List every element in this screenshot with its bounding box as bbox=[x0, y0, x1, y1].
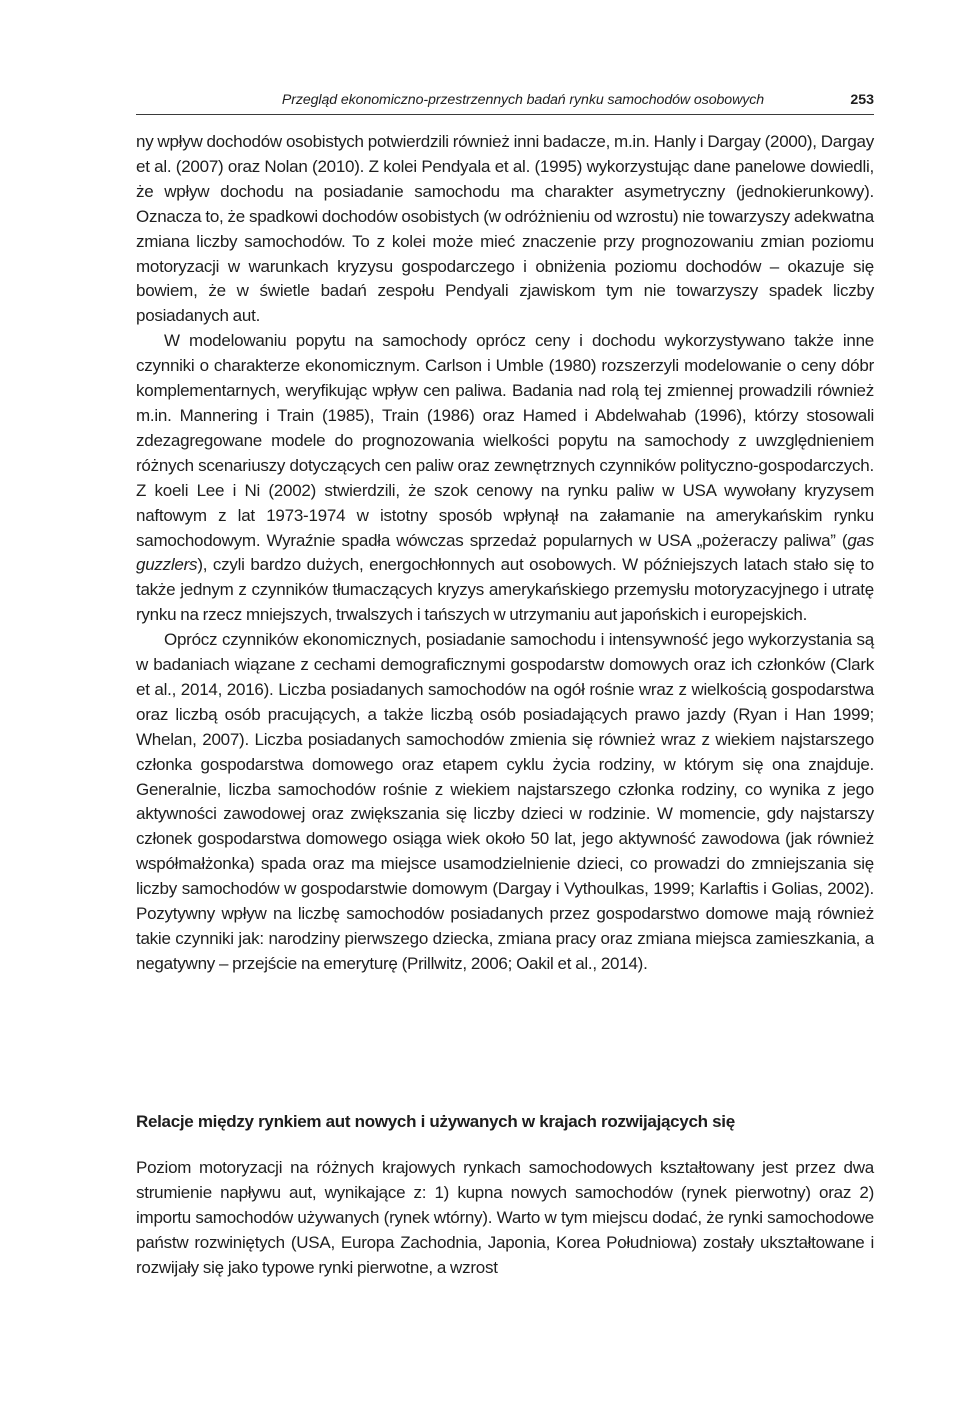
running-header bbox=[136, 90, 874, 115]
section-heading: Relacje między rynkiem aut nowych i używanych w krajach rozwijających się bbox=[136, 1112, 735, 1131]
paragraph-demographics: Oprócz czynników ekonomicznych, posiadanie samochodu i intensywność jego wykorzystania są w badaniach wiązane z cechami demograficznymi gospodarstw domowych oraz ich członków (Clark et al., 2014, 2016). Liczba posiadanych samochodów na ogół rośnie wraz z wielkością gospodarstwa oraz liczbą osób pracujących, a także liczbą osób posiadających prawo jazdy (Ryan i Han 1999; Whelan, 2007). Liczba posiadanych samochodów zmienia się również wraz z wiekiem najstarszego członka gospodarstwa domowego oraz etapem cyklu życia rodziny, w którym się ona znajduje. Generalnie, liczba samochodów rośnie z wiekiem najstarszego członka rodziny, co wynika z jego aktywności zawodowej oraz zwiększania się liczby dzieci w rodzinie. W momencie, gdy najstarszy członek gospodarstwa domowego osiąga wiek około 50 lat, jego aktywność zawodowa (jak również współmałżonka) spada oraz ma miejsce usamodzielnienie dzieci, co prowadzi do zmniejszania się liczby samochodów w gospodarstwie domowym (Dargay i Vythoulkas, 1999; Karlaftis i Golias, 2002). Pozytywny wpływ na liczbę samochodów posiadanych przez gospodarstwo domowe mają również takie czynniki jak: narodziny pierwszego dziecka, zmiana pracy oraz zmiana miejsca zamieszkania, a negatywny – przejście na emeryturę (Prillwitz, 2006; Oakil et al., 2014). bbox=[136, 630, 874, 973]
paragraph-fuel-prices-part-1: W modelowaniu popytu na samochody oprócz ceny i dochodu wykorzystywano także inne czynniki o charakterze ekonomicznym. Carlson i Umble (1980) rozszerzyli modelowanie o ceny dóbr komplementarnych, weryfikując wpływ cen paliwa. Badania nad rolą tej zmiennej prowadzili również m.in. Mannering i Train (1985), Train (1986) oraz Hamed i Abdelwahab (1996), którzy stosowali zdezagregowane modele do prognozowania wielkości popytu na samochody z uwzględnieniem różnych scenariuszy dotyczących cen paliw oraz zewnętrznych czynników polityczno-gospodarczych. Z koeli Lee i Ni (2002) stwierdzili, że szok cenowy na rynku paliw w USA wywołany kryzysem naftowym z lat 1973-1974 w istotny sposób wpłynął na załamanie na amerykańskim rynku samochodowym. Wyraźnie spadła wówczas sprzedaż popularnych w USA „pożeraczy paliwa” ( bbox=[136, 331, 874, 550]
italic-term: gas guzzlers bbox=[136, 530, 874, 575]
running-title: Przegląd ekonomiczno-przestrzennych badań rynku samochodów osobowych bbox=[281, 92, 764, 108]
main-text bbox=[136, 130, 874, 977]
section-paragraph: Poziom motoryzacji na różnych krajowych rynkach samochodowych kształtowany jest przez dwa strumienie napływu aut, wynikające z: 1) kupna nowych samochodów (rynek pierwotny) oraz 2) importu samochodów używanych (rynek wtórny). Warto w tym miejscu dodać, że rynki samochodowe państw rozwiniętych (USA, Europa Zachodnia, Japonia, Korea Południowa) zostały ukształtowane i rozwijały się jako typowe rynki pierwotne, a wzrost bbox=[136, 1158, 874, 1277]
section-text bbox=[136, 1156, 874, 1281]
paragraph-continuation: ny wpływ dochodów osobistych potwierdzili również inni badacze, m.in. Hanly i Dargay (2000), Dargay et al. (2007) oraz Nolan (2010). Z kolei Pendyala et al. (1995) wykorzystując dane panelowe dowiedli, że wpływ dochodu na posiadanie samochodu ma charakter asymetryczny (jednokierunkowy). Oznacza to, że spadkowi dochodów osobistych (w odróżnieniu od wzrostu) nie towarzyszy adekwatna zmiana liczby samochodów. To z kolei może mieć znaczenie przy prognozowaniu zmian poziomu motoryzacji w warunkach kryzysu gospodarczego i obniżenia poziomu dochodów – okazuje się bowiem, że w świetle badań zespołu Pendyali zjawiskom tym nie towarzyszy spadek liczby posiadanych aut. bbox=[136, 132, 874, 326]
page-number: 253 bbox=[850, 92, 874, 108]
paragraph-fuel-prices bbox=[136, 329, 874, 628]
paragraph-fuel-prices-part-2: ), czyli bardzo dużych, energochłonnych aut osobowych. W późniejszych latach stało się to także jednym z czynników tłumaczących kryzys amerykańskiego przemysłu motoryzacyjnego i utratę rynku na rzecz mniejszych, trwalszych i tańszych w utrzymaniu aut japońskich i europejskich. bbox=[136, 555, 874, 625]
